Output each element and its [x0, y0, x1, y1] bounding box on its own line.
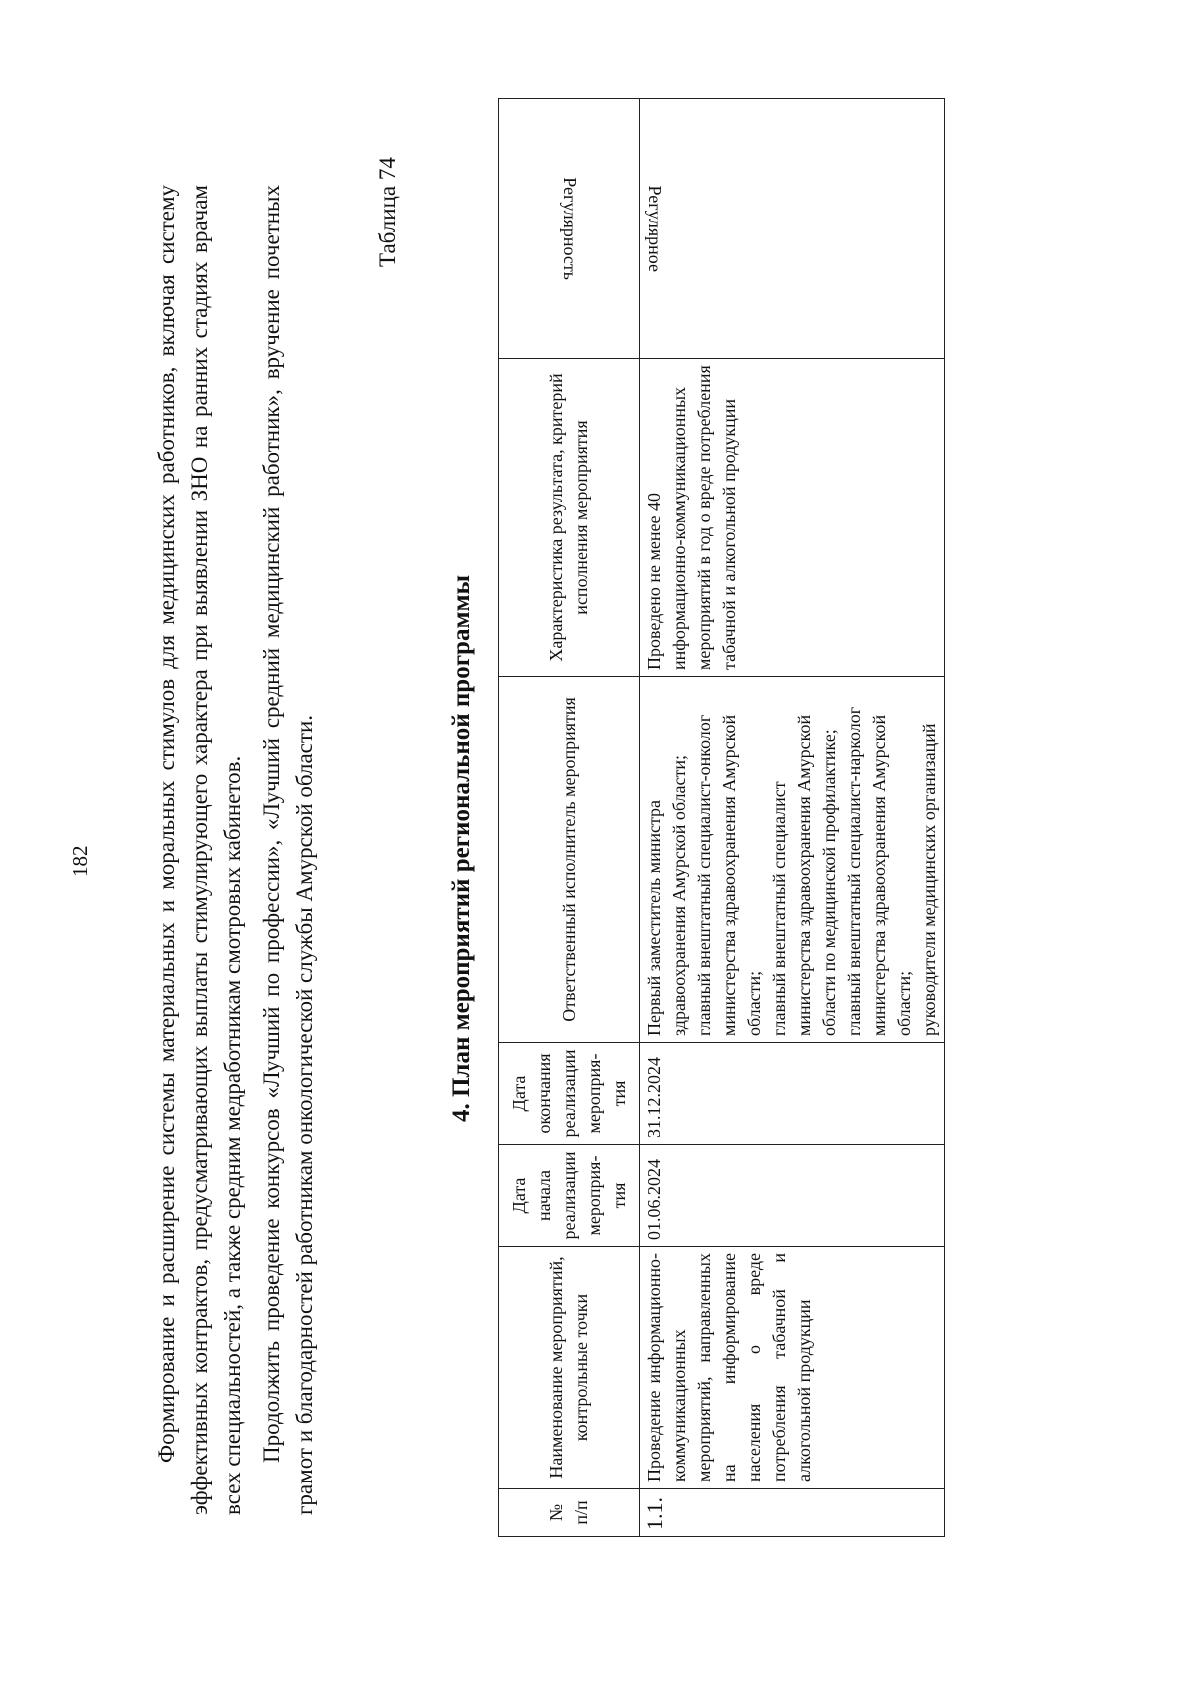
row-responsible	[640, 677, 945, 1043]
row-name: Проведение информационно-коммуникационных мероприятий, направленных на информирование населения о вреде потребления табачной и алкогольной продукции	[640, 1247, 945, 1489]
row-regularity	[640, 99, 945, 359]
responsible-item: главный внештатный специалист-нарколог министерства здравоохранения Амурской области;	[844, 706, 914, 1036]
responsible-item: Первый заместитель министра здравоохранения Амурской области;	[644, 754, 689, 1036]
row-number: 1.1.	[640, 1489, 945, 1537]
table-row	[640, 99, 945, 1537]
section-title: 4. План мероприятий региональной программы	[448, 574, 475, 1123]
header-result: Характеристика результата, критерий исполнения мероприятия	[499, 359, 640, 677]
paragraph-contests: Продолжить проведение конкурсов «Лучший по профессии», «Лучший средний медицинский работник», вручение почетных грамот и благодарностей работникам онкологической службы Амурской области.	[259, 185, 317, 1515]
header-responsible: Ответственный исполнитель мероприятия	[499, 677, 640, 1043]
row-regularity-text: Регулярное	[645, 185, 665, 272]
paragraph-incentives: Формирование и расширение системы материальных и моральных стимулов для медицинских работников, включая систему эффективных контрактов, предусматривающих выплаты стимулирующего характера при выявлении ЗНО на ранних стадиях врачам всех специальностей, а также средним медработникам смотровых кабинетов.	[154, 185, 245, 1515]
table-header-row	[499, 99, 640, 1537]
header-name: Наименование мероприятий, контрольные точки	[499, 1247, 640, 1489]
header-number: № п/п	[499, 1489, 640, 1537]
responsible-item: руководители медицинских организаций	[919, 723, 939, 1036]
table-caption: Таблица 74	[375, 157, 400, 267]
header-regularity-text: Регулярность	[559, 177, 580, 280]
row-end-date: 31.12.2024	[640, 1043, 945, 1145]
header-start-date: Дата начала реализации мероприя-тия	[499, 1145, 640, 1247]
header-end-date: Дата окончания реализации мероприя-тия	[499, 1043, 640, 1145]
row-result: Проведено не менее 40 информационно-коммуникационных мероприятий в год о вреде потребления табачной и алкогольной продукции	[640, 359, 945, 677]
row-start-date: 01.06.2024	[640, 1145, 945, 1247]
plan-table	[498, 98, 945, 1537]
page-number: 182	[68, 845, 92, 877]
header-regularity	[499, 99, 640, 359]
responsible-item: главный внештатный специалист министерства здравоохранения Амурской области по медицинской профилактике;	[769, 714, 839, 1036]
responsible-item: главный внештатный специалист-онколог министерства здравоохранения Амурской области;	[694, 714, 764, 1036]
